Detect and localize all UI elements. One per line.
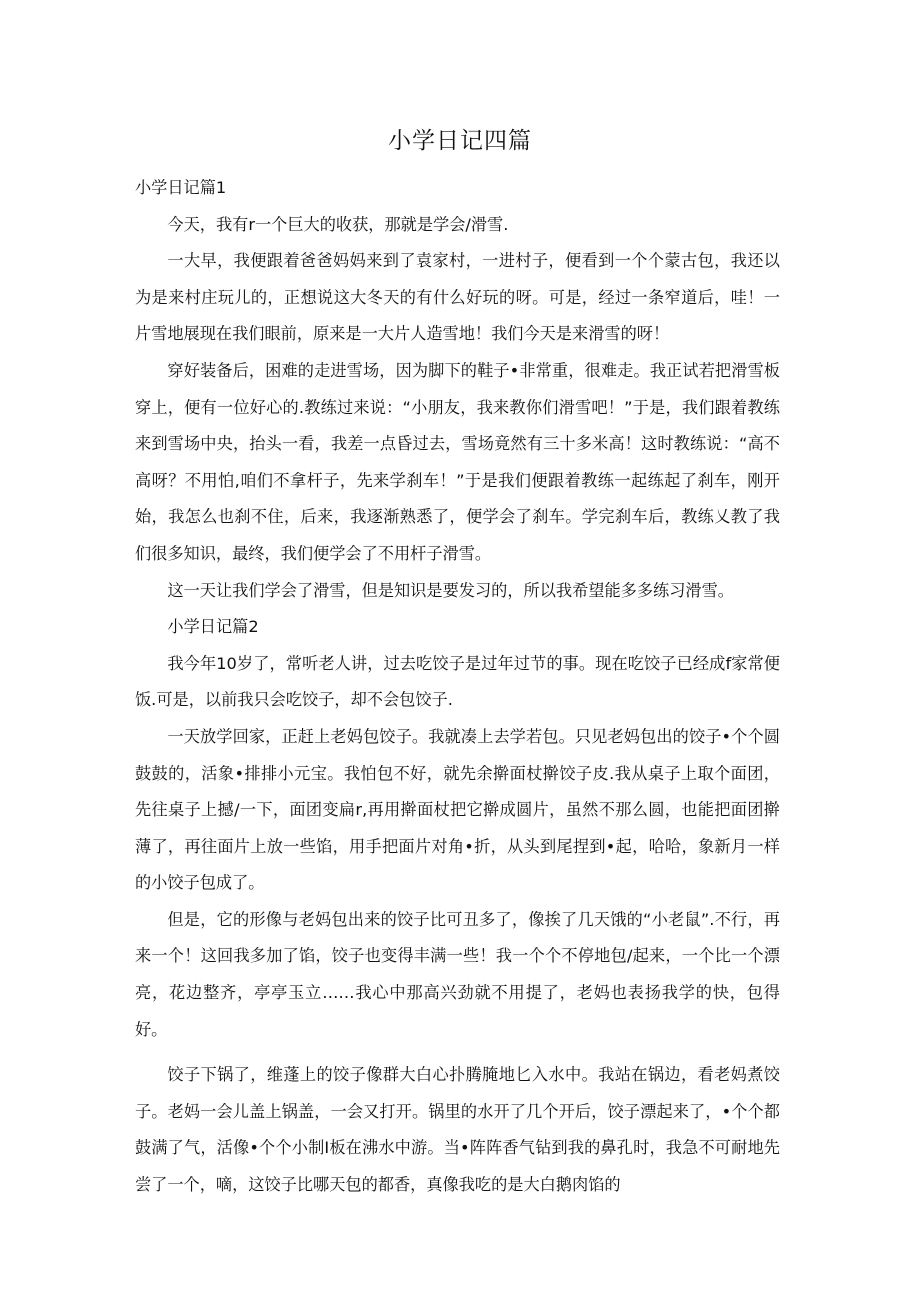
- paragraph: 今天，我有r一个巨大的收获，那就是学会/滑雪.: [167, 214, 509, 234]
- document-title: 小学日记四篇: [388, 128, 532, 154]
- section-heading-2: 小学日记篇2: [167, 617, 259, 637]
- paragraph: 但是，它的形像与老妈包出来的饺子比可丑多了，像挨了几天饿的“小老鼠”.不行，再来一个！这回我多加了馅，饺子也变得丰满一些！我一个个不停地包/起来，一个比一个漂亮，花边整齐，亭亭玉立……我心中那高兴劲就不用提了，老妈也表扬我学的快，包得好。: [135, 909, 780, 1039]
- paragraph: 这一天让我们学会了滑雪，但是知识是要发习的，所以我希望能多多练习滑雪。: [167, 580, 734, 600]
- paragraph: 一天放学回家，正赶上老妈包饺子。我就凑上去学若包。只见老妈包出的饺子•个个圆鼓鼓的，活象•排排小元宝。我怕包不好，就先余擀面杖擀饺子皮.我从桌子上取个面团，先往桌子上撼/一下，面团变扁r,再用擀面杖把它擀成圆片，虽然不那么圆，也能把面团擀薄了，再往面片上放一些馅，用手把面片对角•折，从头到尾捏到•起，哈哈，象新月一样的小饺子包成了。: [135, 726, 780, 893]
- section-heading-1: 小学日记篇1: [135, 178, 227, 197]
- paragraph: 一大早，我便跟着爸爸妈妈来到了袁家村，一进村子，便看到一个个蒙古包，我还以为是来村庄玩儿的，正想说这大冬天的有什么好玩的呀。可是，经过一条窄道后，哇！一片雪地展现在我们眼前，原来是一大片人造雪地！我们今天是来滑雪的呀！: [135, 251, 780, 344]
- document-body: [135, 170, 780, 1204]
- paragraph: 饺子下锅了，维蓬上的饺子像群大白心扑腾腌地匕入水中。我站在锅边，看老妈煮饺子。老妈一会儿盖上锅盖，一会又打开。锅里的水开了几个开后，饺子漂起来了，•个个都鼓满了气，活像•个个小制I板在沸水中游。当•阵阵香气钻到我的鼻孔时，我急不可耐地先尝了一个，嘀，这饺子比哪天包的都香，真像我吃的是大白鹅肉馅的: [135, 1065, 780, 1195]
- paragraph: 穿好装备后，困难的走进雪场，因为脚下的鞋子•非常重，很难走。我正试若把滑雪板穿上，便有一位好心的.教练过来说：“小朋友，我来教你们滑雪吧！”于是，我们跟着教练来到雪场中央，抬头一看，我差一点昏过去，雪场竟然有三十多米高！这时教练说：“高不高呀？不用怕,咱们不拿杆子，先来学刹车！”于是我们便跟着教练一起练起了刹车，刚开始，我怎么也刹不住，后来，我逐渐熟悉了，便学会了刹车。学完刹车后，教练乂教了我们很多知识，最终，我们便学会了不用杆子滑雪。: [135, 360, 780, 563]
- paragraph: 我今年10岁了，常听老人讲，过去吃饺子是过年过节的事。现在吃饺子已经成f家常便饭.可是，以前我只会吃饺子，却不会包饺子.: [135, 653, 780, 710]
